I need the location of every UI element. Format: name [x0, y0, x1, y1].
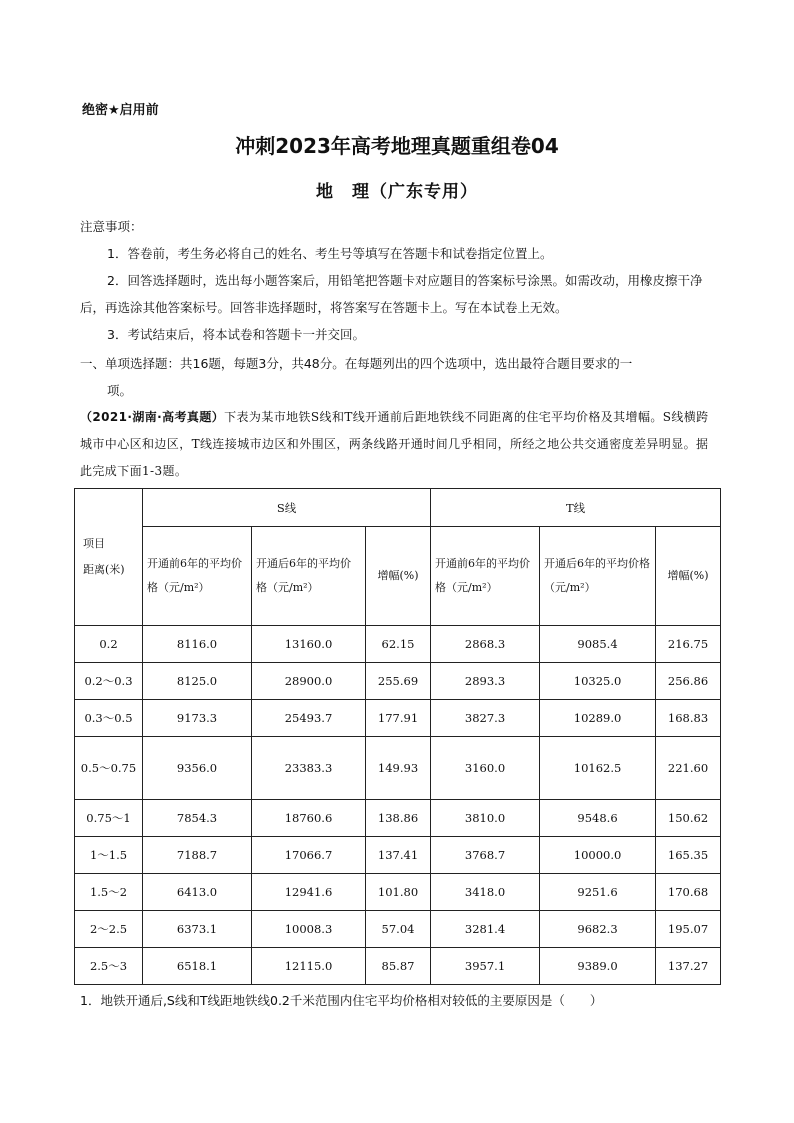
distance-cell: 0.2 — [75, 626, 143, 663]
question-source: （2021·湖南·高考真题） — [80, 410, 225, 424]
s-before-cell: 8116.0 — [143, 626, 252, 663]
question-intro — [80, 404, 720, 485]
t-before-cell: 3957.1 — [431, 948, 540, 985]
question-1: 1．地铁开通后,S线和T线距地铁线0.2千米范围内住宅平均价格相对较低的主要原因是（ ） — [80, 993, 603, 1008]
t-before-cell: 2893.3 — [431, 663, 540, 700]
s-growth-cell: 255.69 — [366, 663, 431, 700]
s-after-header: 开通后6年的平均价格（元/m²） — [252, 527, 366, 626]
table-row — [75, 737, 721, 800]
t-before-cell: 3160.0 — [431, 737, 540, 800]
t-after-cell: 10162.5 — [540, 737, 656, 800]
distance-cell: 0.75～1 — [75, 800, 143, 837]
s-before-cell: 6373.1 — [143, 911, 252, 948]
table-row — [75, 800, 721, 837]
s-after-cell: 25493.7 — [252, 700, 366, 737]
table-row — [75, 663, 721, 700]
t-growth-cell: 168.83 — [656, 700, 721, 737]
s-growth-cell: 85.87 — [366, 948, 431, 985]
table-row — [75, 700, 721, 737]
s-growth-cell: 62.15 — [366, 626, 431, 663]
page-title: 冲刺2023年高考地理真题重组卷04 — [235, 134, 559, 158]
distance-header: 距离(米) — [83, 563, 125, 576]
s-line-header: S线 — [143, 489, 431, 527]
s-after-cell: 12941.6 — [252, 874, 366, 911]
question-intro-text: 下表为某市地铁S线和T线开通前后距地铁线不同距离的住宅平均价格及其增幅。S线横跨城市中心区和边区，T线连接城市边区和外围区，两条线路开通时间几乎相同，所经之地公共交通密度差异明显。据此完成下面1-3题。 — [80, 410, 709, 478]
table-row — [75, 874, 721, 911]
s-before-cell: 7188.7 — [143, 837, 252, 874]
s-before-cell: 6518.1 — [143, 948, 252, 985]
section-heading — [80, 350, 720, 404]
t-growth-cell: 256.86 — [656, 663, 721, 700]
distance-cell: 2.5～3 — [75, 948, 143, 985]
s-after-cell: 12115.0 — [252, 948, 366, 985]
table-row — [75, 626, 721, 663]
s-before-cell: 9356.0 — [143, 737, 252, 800]
s-after-cell: 17066.7 — [252, 837, 366, 874]
table-body — [75, 626, 721, 985]
item-header: 项目 — [83, 537, 105, 550]
distance-cell: 0.2～0.3 — [75, 663, 143, 700]
table-row — [75, 911, 721, 948]
notice-item-1: 1．答卷前，考生务必将自己的姓名、考生号等填写在答题卡和试卷指定位置上。 — [107, 246, 553, 261]
t-after-cell: 9085.4 — [540, 626, 656, 663]
t-after-cell: 9548.6 — [540, 800, 656, 837]
t-before-cell: 3281.4 — [431, 911, 540, 948]
t-before-header: 开通前6年的平均价格（元/m²） — [431, 527, 540, 626]
s-before-cell: 9173.3 — [143, 700, 252, 737]
distance-cell: 0.5～0.75 — [75, 737, 143, 800]
t-before-cell: 3418.0 — [431, 874, 540, 911]
t-growth-cell: 216.75 — [656, 626, 721, 663]
s-after-cell: 23383.3 — [252, 737, 366, 800]
notice-list — [80, 240, 720, 348]
s-before-cell: 6413.0 — [143, 874, 252, 911]
s-growth-cell: 101.80 — [366, 874, 431, 911]
s-before-header: 开通前6年的平均价格（元/m²） — [143, 527, 252, 626]
t-after-header: 开通后6年的平均价格（元/m²） — [540, 527, 656, 626]
t-growth-cell: 170.68 — [656, 874, 721, 911]
t-line-header: T线 — [431, 489, 721, 527]
t-after-cell: 9251.6 — [540, 874, 656, 911]
distance-cell: 0.3～0.5 — [75, 700, 143, 737]
s-before-cell: 7854.3 — [143, 800, 252, 837]
notice-label: 注意事项： — [80, 219, 143, 234]
t-after-cell: 10289.0 — [540, 700, 656, 737]
s-growth-header: 增幅(%) — [366, 527, 431, 626]
t-growth-cell: 165.35 — [656, 837, 721, 874]
notice-item-3: 3．考试结束后，将本试卷和答题卡一并交回。 — [107, 327, 365, 342]
t-after-cell: 10325.0 — [540, 663, 656, 700]
s-growth-cell: 137.41 — [366, 837, 431, 874]
notice-item-2: 2．回答选择题时，选出每小题答案后，用铅笔把答题卡对应题目的答案标号涂黑。如需改动，用橡皮擦干净后，再选涂其他答案标号。回答非选择题时，将答案写在答题卡上。写在本试卷上无效。 — [80, 273, 703, 315]
s-growth-cell: 57.04 — [366, 911, 431, 948]
s-growth-cell: 177.91 — [366, 700, 431, 737]
item-distance-header — [75, 489, 143, 626]
t-growth-cell: 150.62 — [656, 800, 721, 837]
housing-price-table — [74, 488, 721, 985]
t-after-cell: 9389.0 — [540, 948, 656, 985]
t-before-cell: 3810.0 — [431, 800, 540, 837]
t-growth-cell: 221.60 — [656, 737, 721, 800]
t-before-cell: 2868.3 — [431, 626, 540, 663]
confidential-mark: 绝密★启用前 — [82, 103, 159, 118]
distance-cell: 1～1.5 — [75, 837, 143, 874]
s-after-cell: 18760.6 — [252, 800, 366, 837]
s-after-cell: 13160.0 — [252, 626, 366, 663]
page-subtitle: 地 理（广东专用） — [316, 182, 478, 202]
t-before-cell: 3827.3 — [431, 700, 540, 737]
s-growth-cell: 138.86 — [366, 800, 431, 837]
t-before-cell: 3768.7 — [431, 837, 540, 874]
table-row — [75, 837, 721, 874]
t-growth-cell: 137.27 — [656, 948, 721, 985]
distance-cell: 2～2.5 — [75, 911, 143, 948]
s-after-cell: 10008.3 — [252, 911, 366, 948]
s-before-cell: 8125.0 — [143, 663, 252, 700]
s-growth-cell: 149.93 — [366, 737, 431, 800]
t-after-cell: 9682.3 — [540, 911, 656, 948]
t-growth-header: 增幅(%) — [656, 527, 721, 626]
section-heading-line-1: 一、单项选择题：共16题，每题3分，共48分。在每题列出的四个选项中，选出最符合题目要求的一 — [80, 356, 633, 371]
distance-cell: 1.5～2 — [75, 874, 143, 911]
section-heading-line-2: 项。 — [107, 383, 133, 398]
t-after-cell: 10000.0 — [540, 837, 656, 874]
table-row — [75, 948, 721, 985]
s-after-cell: 28900.0 — [252, 663, 366, 700]
t-growth-cell: 195.07 — [656, 911, 721, 948]
